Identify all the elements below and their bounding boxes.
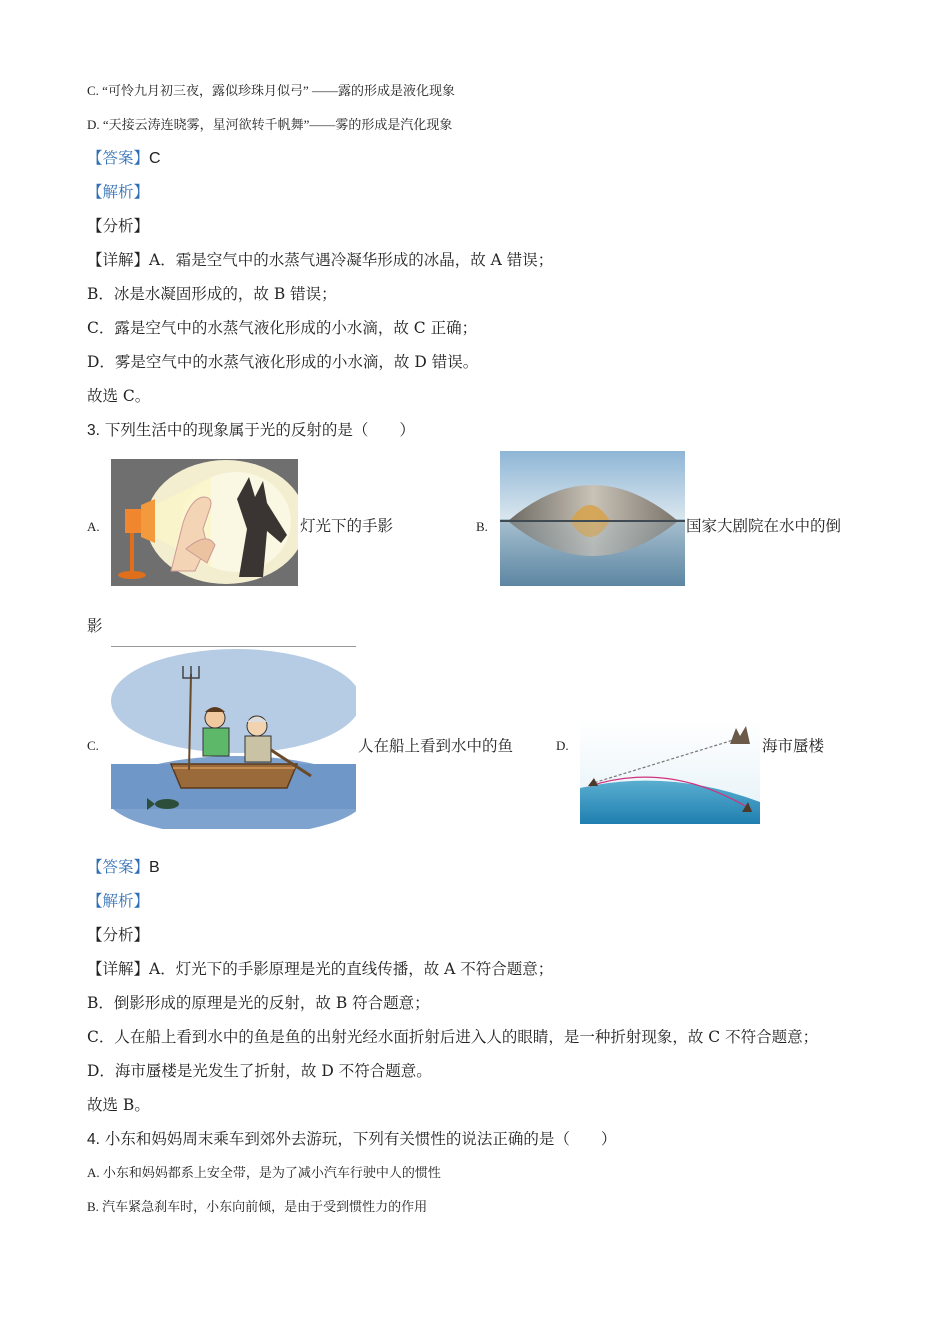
q3-option-a-text: 灯光下的手影 bbox=[300, 517, 394, 535]
mirage-diagram-image bbox=[580, 720, 760, 824]
analysis-tag: 【解析】 bbox=[87, 892, 150, 910]
grand-theater-image bbox=[500, 451, 685, 586]
question-number: 4. bbox=[87, 1131, 100, 1148]
q2-detail-a: 【详解】A．霜是空气中的水蒸气遇冷凝华形成的冰晶，故 A 错误； bbox=[87, 251, 554, 269]
q3-answer-line bbox=[87, 856, 160, 879]
q2-detail-b: B．冰是水凝固形成的，故 B 错误； bbox=[87, 285, 337, 303]
q3-option-d-text: 海市蜃楼 bbox=[762, 737, 825, 755]
q3-option-c-text: 人在船上看到水中的鱼 bbox=[358, 737, 514, 755]
q3-detail-c: C．人在船上看到水中的鱼是鱼的出射光经水面折射后进入人的眼睛，是一种折射现象，故 C 不符合题意； bbox=[87, 1028, 819, 1046]
question-number: 3. bbox=[87, 422, 100, 439]
analysis-tag: 【解析】 bbox=[87, 183, 150, 201]
question-text: 小东和妈妈周末乘车到郊外去游玩，下列有关惯性的说法正确的是（ ） bbox=[104, 1130, 617, 1148]
answer-value: C bbox=[149, 150, 161, 167]
q3-option-b-label: B. bbox=[476, 519, 488, 534]
q2-detail-d: D．雾是空气中的水蒸气液化形成的小水滴，故 D 错误。 bbox=[87, 353, 479, 371]
q4-option-b: B. 汽车紧急刹车时，小东向前倾，是由于受到惯性力的作用 bbox=[87, 1199, 428, 1214]
q3-detail-d: D．海市蜃楼是光发生了折射，故 D 不符合题意。 bbox=[87, 1062, 432, 1080]
boat-fish-image bbox=[111, 646, 356, 829]
q2-conclusion: 故选 C。 bbox=[87, 387, 151, 405]
q3-option-a-label: A. bbox=[87, 519, 100, 534]
answer-value: B bbox=[149, 859, 160, 876]
answer-tag: 【答案】 bbox=[87, 149, 150, 167]
q3-conclusion: 故选 B。 bbox=[87, 1096, 150, 1114]
q2-detail-c: C．露是空气中的水蒸气液化形成的小水滴，故 C 正确； bbox=[87, 319, 478, 337]
answer-tag: 【答案】 bbox=[87, 858, 150, 876]
q4-option-a: A. 小东和妈妈都系上安全带，是为了减小汽车行驶中人的惯性 bbox=[87, 1165, 441, 1180]
fenxi-tag: 【分析】 bbox=[87, 926, 150, 944]
q3-option-b-text-cont: 影 bbox=[87, 617, 103, 635]
q3-option-c-label: C. bbox=[87, 738, 99, 753]
q2-option-c: C. “可怜九月初三夜，露似珍珠月似弓” ——露的形成是液化现象 bbox=[87, 83, 455, 98]
hand-shadow-image bbox=[111, 459, 298, 586]
q3-detail-a: 【详解】A．灯光下的手影原理是光的直线传播，故 A 不符合题意； bbox=[87, 960, 554, 978]
q3-detail-b: B．倒影形成的原理是光的反射，故 B 符合题意； bbox=[87, 994, 430, 1012]
q3-stem bbox=[87, 419, 415, 442]
q3-option-d-label: D. bbox=[556, 738, 569, 753]
q4-stem bbox=[87, 1128, 616, 1151]
q2-answer-line bbox=[87, 147, 161, 170]
q2-option-d: D. “天接云涛连晓雾，星河欲转千帆舞”——雾的形成是汽化现象 bbox=[87, 117, 453, 132]
q3-option-b-text: 国家大剧院在水中的倒 bbox=[686, 517, 842, 535]
question-text: 下列生活中的现象属于光的反射的是（ ） bbox=[104, 421, 415, 439]
fenxi-tag: 【分析】 bbox=[87, 217, 150, 235]
